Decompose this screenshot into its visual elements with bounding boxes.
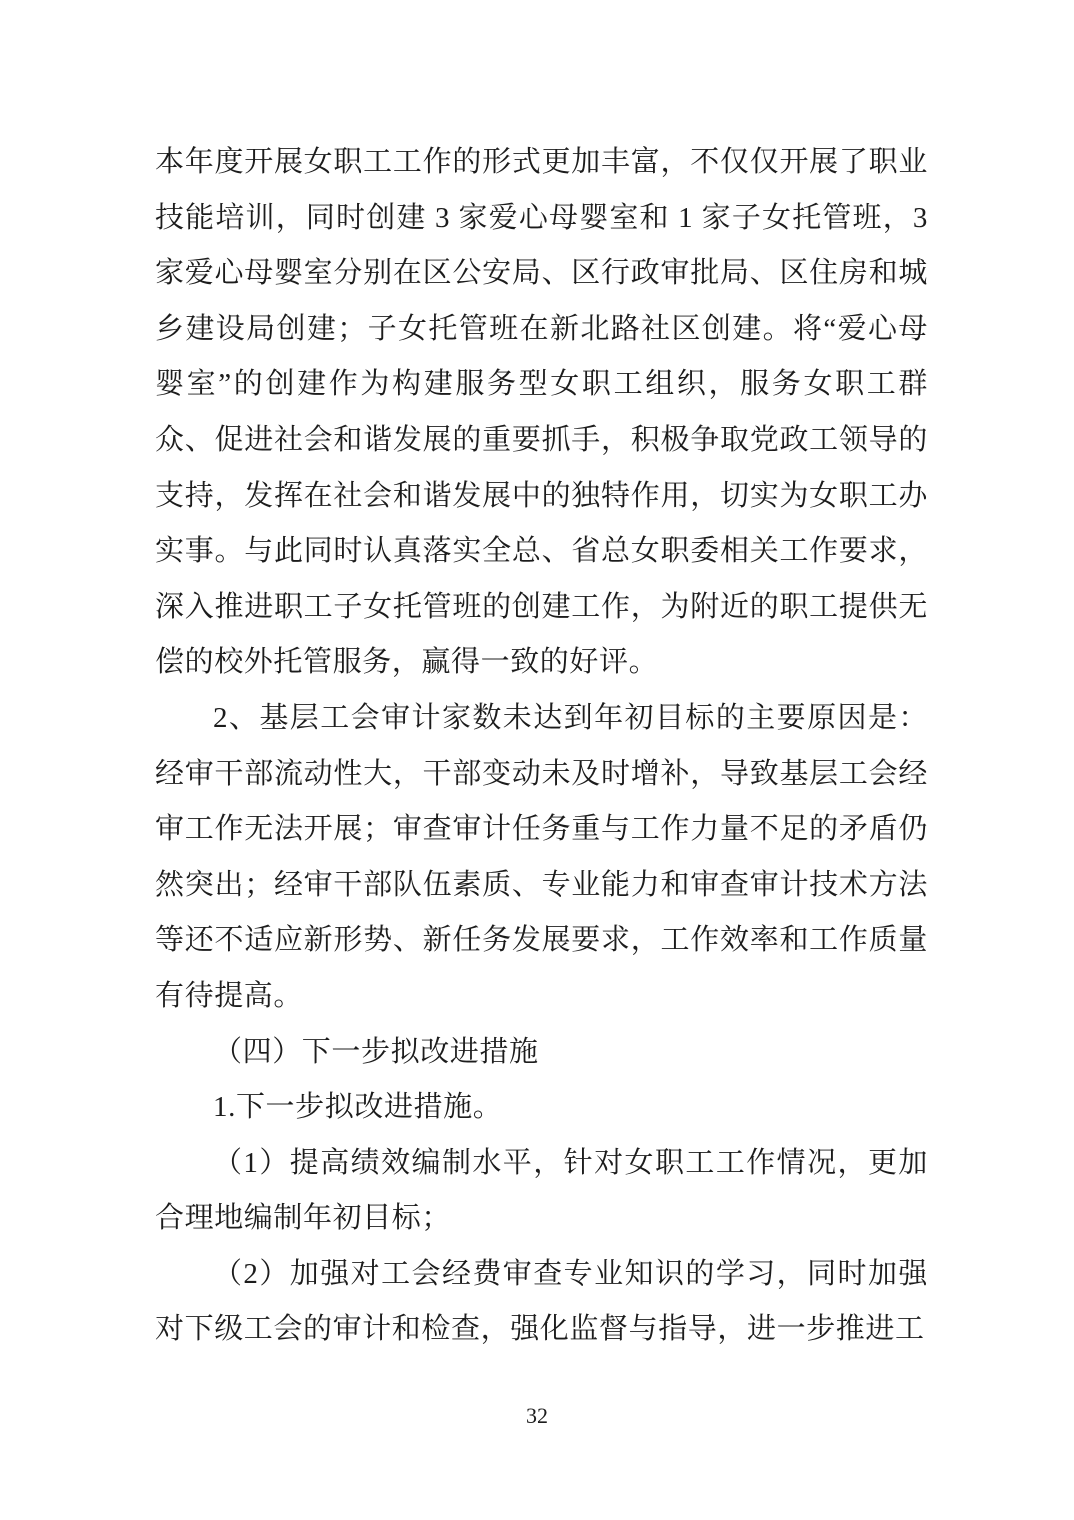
document-body xyxy=(155,135,928,1358)
paragraph-measure-1: （1）提高绩效编制水平，针对女职工工作情况，更加合理地编制年初目标； xyxy=(155,1146,928,1235)
paragraph-measures-title: 1.下一步拟改进措施。 xyxy=(213,1091,503,1124)
paragraph-continuation: 本年度开展女职工工作的形式更加丰富，不仅仅开展了职业技能培训，同时创建 3 家爱心母婴室和 1 家子女托管班，3 家爱心母婴室分别在区公安局、区行政审批局、区住房和城乡建设局创建；子女托管班在新北路社区创建。将“爱心母婴室”的创建作为构建服务型女职工组织，服务女职工群众、促进社会和谐发展的重要抓手，积极争取党政工领导的支持，发挥在社会和谐发展中的独特作用，切实为女职工办实事。与此同时认真落实全总、省总女职委相关工作要求，深入推进职工子女托管班的创建工作，为附近的职工提供无偿的校外托管服务，赢得一致的好评。 xyxy=(155,146,928,679)
page-number: 32 xyxy=(526,1403,548,1428)
paragraph-reason-2: 2、基层工会审计家数未达到年初目标的主要原因是：经审干部流动性大，干部变动未及时增补，导致基层工会经审工作无法开展；审查审计任务重与工作力量不足的矛盾仍然突出；经审干部队伍素质、专业能力和审查审计技术方法等还不适应新形势、新任务发展要求，工作效率和工作质量有待提高。 xyxy=(155,701,928,1012)
paragraph-measure-2: （2）加强对工会经费审查专业知识的学习，同时加强对下级工会的审计和检查，强化监督与指导，进一步推进工 xyxy=(155,1257,928,1346)
section-heading-4: （四）下一步拟改进措施 xyxy=(213,1035,539,1068)
